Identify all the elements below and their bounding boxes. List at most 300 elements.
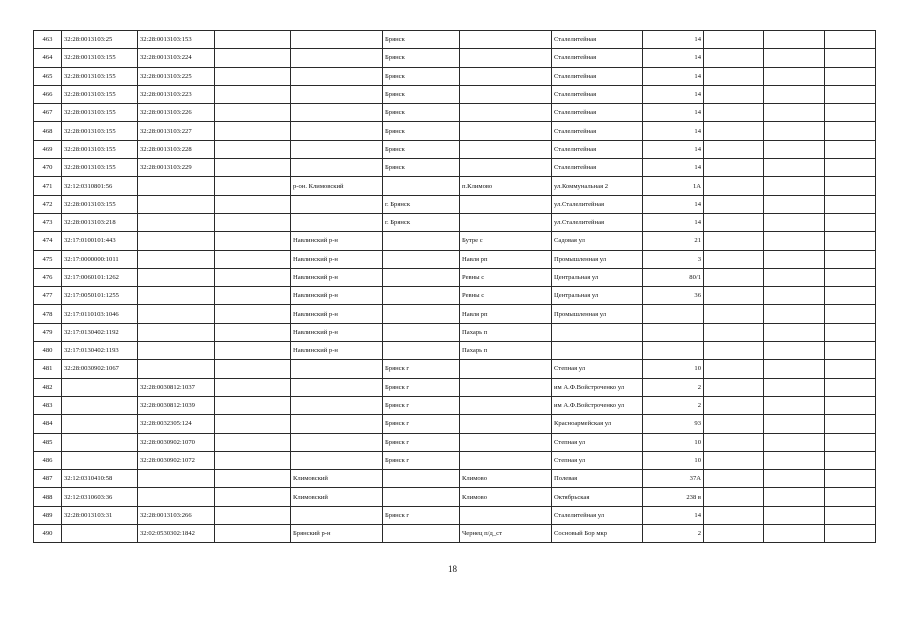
row-number-cell: 484 xyxy=(34,415,62,433)
empty-cell xyxy=(764,195,825,213)
house-number-cell: 14 xyxy=(643,31,704,49)
district-cell xyxy=(291,506,383,524)
row-number-cell: 467 xyxy=(34,104,62,122)
city-cell: Брянск г xyxy=(383,378,460,396)
empty-cell xyxy=(704,268,764,286)
empty-cell xyxy=(764,287,825,305)
district-cell xyxy=(291,378,383,396)
street-cell: Садовая ул xyxy=(552,232,643,250)
street-cell: Степная ул xyxy=(552,433,643,451)
city-cell: Брянск xyxy=(383,85,460,103)
empty-cell xyxy=(704,250,764,268)
settlement-cell xyxy=(460,31,552,49)
empty-cell xyxy=(704,451,764,469)
city-cell: Брянск xyxy=(383,67,460,85)
cadastral-number-cell: 32:28:0013103:155 xyxy=(62,195,138,213)
district-cell: Навлинский р-н xyxy=(291,305,383,323)
district-cell xyxy=(291,451,383,469)
empty-cell xyxy=(764,177,825,195)
street-cell: ул.Сталелитейная xyxy=(552,195,643,213)
settlement-cell xyxy=(460,104,552,122)
empty-cell xyxy=(704,67,764,85)
cadastral-number-2-cell xyxy=(138,305,215,323)
settlement-cell: Навля рп xyxy=(460,250,552,268)
row-number-cell: 481 xyxy=(34,360,62,378)
empty-cell xyxy=(704,195,764,213)
house-number-cell: 14 xyxy=(643,506,704,524)
row-number-cell: 478 xyxy=(34,305,62,323)
city-cell: г. Брянск xyxy=(383,195,460,213)
settlement-cell xyxy=(460,85,552,103)
row-number-cell: 477 xyxy=(34,287,62,305)
empty-cell xyxy=(764,451,825,469)
street-cell: Сталелитейная xyxy=(552,159,643,177)
district-cell: Навлинский р-н xyxy=(291,323,383,341)
city-cell: Брянск xyxy=(383,140,460,158)
cadastral-number-2-cell: 32:28:0032305:124 xyxy=(138,415,215,433)
cadastral-number-2-cell xyxy=(138,232,215,250)
empty-cell xyxy=(825,250,876,268)
cadastral-number-2-cell xyxy=(138,268,215,286)
city-cell: Брянск г xyxy=(383,396,460,414)
city-cell xyxy=(383,323,460,341)
row-number-cell: 479 xyxy=(34,323,62,341)
empty-cell xyxy=(704,232,764,250)
row-number-cell: 487 xyxy=(34,470,62,488)
empty-cell xyxy=(704,85,764,103)
cadastral-number-2-cell xyxy=(138,250,215,268)
street-cell: ул.Сталелитейная xyxy=(552,213,643,231)
settlement-cell: п.Климово xyxy=(460,177,552,195)
street-cell: ул.Коммунальная 2 xyxy=(552,177,643,195)
district-cell: Навлинский р-н xyxy=(291,268,383,286)
table-row xyxy=(34,378,876,396)
row-number-cell: 469 xyxy=(34,140,62,158)
settlement-cell xyxy=(460,49,552,67)
empty-cell xyxy=(215,49,291,67)
empty-cell xyxy=(215,360,291,378)
cadastral-number-2-cell: 32:28:0030812:1039 xyxy=(138,396,215,414)
empty-cell xyxy=(764,396,825,414)
district-cell: Навлинский р-н xyxy=(291,250,383,268)
table-row xyxy=(34,195,876,213)
cadastral-number-cell xyxy=(62,378,138,396)
cadastral-number-cell: 32:28:0013103:155 xyxy=(62,104,138,122)
cadastral-number-cell: 32:12:0310410:58 xyxy=(62,470,138,488)
street-cell: Красноармейская ул xyxy=(552,415,643,433)
settlement-cell: Навля рп xyxy=(460,305,552,323)
house-number-cell: 93 xyxy=(643,415,704,433)
empty-cell xyxy=(215,67,291,85)
cadastral-number-2-cell: 32:28:0013103:225 xyxy=(138,67,215,85)
empty-cell xyxy=(704,122,764,140)
house-number-cell xyxy=(643,342,704,360)
empty-cell xyxy=(825,451,876,469)
empty-cell xyxy=(764,415,825,433)
cadastral-number-cell: 32:28:0013103:155 xyxy=(62,122,138,140)
empty-cell xyxy=(215,104,291,122)
settlement-cell xyxy=(460,140,552,158)
cadastral-number-cell: 32:28:0013103:218 xyxy=(62,213,138,231)
settlement-cell xyxy=(460,122,552,140)
street-cell: Сталелитейная xyxy=(552,31,643,49)
empty-cell xyxy=(704,433,764,451)
cadastral-number-cell: 32:28:0013103:155 xyxy=(62,49,138,67)
cadastral-number-2-cell xyxy=(138,177,215,195)
row-number-cell: 466 xyxy=(34,85,62,103)
table-row xyxy=(34,488,876,506)
cadastral-number-cell: 32:17:0130402:1193 xyxy=(62,342,138,360)
cadastral-number-cell: 32:12:0310603:36 xyxy=(62,488,138,506)
table-row xyxy=(34,305,876,323)
house-number-cell xyxy=(643,305,704,323)
city-cell xyxy=(383,268,460,286)
row-number-cell: 465 xyxy=(34,67,62,85)
city-cell xyxy=(383,177,460,195)
street-cell: Центральная ул xyxy=(552,287,643,305)
district-cell xyxy=(291,49,383,67)
cadastral-number-cell: 32:28:0013103:155 xyxy=(62,67,138,85)
cadastral-number-cell: 32:28:0013103:155 xyxy=(62,159,138,177)
table-row xyxy=(34,287,876,305)
empty-cell xyxy=(825,323,876,341)
city-cell xyxy=(383,525,460,543)
settlement-cell xyxy=(460,159,552,177)
empty-cell xyxy=(704,396,764,414)
city-cell xyxy=(383,232,460,250)
row-number-cell: 488 xyxy=(34,488,62,506)
cadastral-number-2-cell: 32:28:0013103:228 xyxy=(138,140,215,158)
house-number-cell: 14 xyxy=(643,49,704,67)
empty-cell xyxy=(704,323,764,341)
house-number-cell: 36 xyxy=(643,287,704,305)
table-row xyxy=(34,140,876,158)
row-number-cell: 464 xyxy=(34,49,62,67)
empty-cell xyxy=(215,140,291,158)
district-cell: Климовский xyxy=(291,470,383,488)
district-cell xyxy=(291,213,383,231)
house-number-cell: 14 xyxy=(643,85,704,103)
district-cell xyxy=(291,122,383,140)
table-row xyxy=(34,470,876,488)
district-cell: Климовский xyxy=(291,488,383,506)
empty-cell xyxy=(764,104,825,122)
cadastral-number-2-cell: 32:28:0013103:223 xyxy=(138,85,215,103)
row-number-cell: 485 xyxy=(34,433,62,451)
empty-cell xyxy=(825,159,876,177)
row-number-cell: 480 xyxy=(34,342,62,360)
empty-cell xyxy=(825,396,876,414)
empty-cell xyxy=(215,232,291,250)
house-number-cell: 2 xyxy=(643,378,704,396)
empty-cell xyxy=(764,232,825,250)
empty-cell xyxy=(215,470,291,488)
district-cell: Навлинский р-н xyxy=(291,232,383,250)
empty-cell xyxy=(704,104,764,122)
city-cell: Брянск xyxy=(383,31,460,49)
empty-cell xyxy=(704,177,764,195)
empty-cell xyxy=(825,104,876,122)
row-number-cell: 470 xyxy=(34,159,62,177)
district-cell xyxy=(291,360,383,378)
empty-cell xyxy=(215,287,291,305)
cadastral-number-2-cell: 32:28:0013103:226 xyxy=(138,104,215,122)
table-row xyxy=(34,104,876,122)
cadastral-number-cell: 32:12:0310801:56 xyxy=(62,177,138,195)
row-number-cell: 474 xyxy=(34,232,62,250)
house-number-cell: 14 xyxy=(643,67,704,85)
house-number-cell xyxy=(643,323,704,341)
table-body xyxy=(34,31,876,543)
cadastral-number-cell: 32:28:0013103:25 xyxy=(62,31,138,49)
empty-cell xyxy=(825,378,876,396)
empty-cell xyxy=(215,323,291,341)
empty-cell xyxy=(764,67,825,85)
table-row xyxy=(34,396,876,414)
empty-cell xyxy=(215,451,291,469)
street-cell: Сосновый Бор мкр xyxy=(552,525,643,543)
city-cell: Брянск xyxy=(383,104,460,122)
house-number-cell: 14 xyxy=(643,122,704,140)
empty-cell xyxy=(704,378,764,396)
empty-cell xyxy=(825,85,876,103)
city-cell xyxy=(383,470,460,488)
empty-cell xyxy=(215,305,291,323)
empty-cell xyxy=(704,287,764,305)
street-cell xyxy=(552,323,643,341)
cadastral-number-2-cell: 32:02:0530302:1842 xyxy=(138,525,215,543)
house-number-cell: 10 xyxy=(643,360,704,378)
empty-cell xyxy=(825,31,876,49)
empty-cell xyxy=(215,506,291,524)
cadastral-number-2-cell xyxy=(138,488,215,506)
empty-cell xyxy=(825,287,876,305)
table-row xyxy=(34,159,876,177)
empty-cell xyxy=(825,67,876,85)
table-row xyxy=(34,323,876,341)
empty-cell xyxy=(825,506,876,524)
empty-cell xyxy=(704,525,764,543)
house-number-cell: 14 xyxy=(643,104,704,122)
settlement-cell xyxy=(460,360,552,378)
cadastral-number-cell: 32:28:0013103:155 xyxy=(62,140,138,158)
empty-cell xyxy=(764,250,825,268)
row-number-cell: 486 xyxy=(34,451,62,469)
empty-cell xyxy=(704,360,764,378)
cadastral-number-2-cell: 32:28:0013103:227 xyxy=(138,122,215,140)
empty-cell xyxy=(764,122,825,140)
street-cell: Сталелитейная ул xyxy=(552,506,643,524)
cadastral-number-2-cell: 32:28:0013103:229 xyxy=(138,159,215,177)
row-number-cell: 472 xyxy=(34,195,62,213)
row-number-cell: 482 xyxy=(34,378,62,396)
empty-cell xyxy=(215,525,291,543)
empty-cell xyxy=(764,323,825,341)
empty-cell xyxy=(825,360,876,378)
district-cell xyxy=(291,415,383,433)
city-cell: Брянск xyxy=(383,49,460,67)
empty-cell xyxy=(825,488,876,506)
city-cell xyxy=(383,287,460,305)
house-number-cell: 2 xyxy=(643,525,704,543)
cadastral-number-2-cell: 32:28:0030902:1072 xyxy=(138,451,215,469)
cadastral-number-cell: 32:17:0100101:443 xyxy=(62,232,138,250)
district-cell xyxy=(291,140,383,158)
cadastral-number-cell xyxy=(62,525,138,543)
city-cell xyxy=(383,488,460,506)
house-number-cell: 2 xyxy=(643,396,704,414)
table-row xyxy=(34,31,876,49)
street-cell: им А.Ф.Войстроченко ул xyxy=(552,378,643,396)
empty-cell xyxy=(704,31,764,49)
city-cell: Брянск г xyxy=(383,415,460,433)
table-row xyxy=(34,268,876,286)
settlement-cell xyxy=(460,396,552,414)
empty-cell xyxy=(704,305,764,323)
empty-cell xyxy=(764,433,825,451)
page-number: 18 xyxy=(448,564,457,574)
house-number-cell: 14 xyxy=(643,159,704,177)
empty-cell xyxy=(704,470,764,488)
street-cell: Степная ул xyxy=(552,451,643,469)
settlement-cell: Чернец п/д_ст xyxy=(460,525,552,543)
empty-cell xyxy=(764,268,825,286)
cadastral-number-cell: 32:28:0013103:155 xyxy=(62,85,138,103)
cadastral-number-cell: 32:28:0030902:1067 xyxy=(62,360,138,378)
empty-cell xyxy=(215,268,291,286)
row-number-cell: 490 xyxy=(34,525,62,543)
city-cell: Брянск г xyxy=(383,451,460,469)
cadastral-number-cell xyxy=(62,433,138,451)
empty-cell xyxy=(704,506,764,524)
street-cell: Степная ул xyxy=(552,360,643,378)
row-number-cell: 468 xyxy=(34,122,62,140)
row-number-cell: 471 xyxy=(34,177,62,195)
cadastral-number-2-cell xyxy=(138,195,215,213)
cadastral-number-cell xyxy=(62,451,138,469)
empty-cell xyxy=(825,525,876,543)
district-cell: Навлинский р-н xyxy=(291,342,383,360)
empty-cell xyxy=(215,122,291,140)
cadastral-number-2-cell xyxy=(138,323,215,341)
row-number-cell: 473 xyxy=(34,213,62,231)
empty-cell xyxy=(215,488,291,506)
cadastral-number-2-cell: 32:28:0030812:1037 xyxy=(138,378,215,396)
settlement-cell: Ревны с xyxy=(460,287,552,305)
street-cell: им А.Ф.Войстроченко ул xyxy=(552,396,643,414)
empty-cell xyxy=(215,433,291,451)
empty-cell xyxy=(825,213,876,231)
empty-cell xyxy=(825,232,876,250)
settlement-cell xyxy=(460,67,552,85)
empty-cell xyxy=(215,342,291,360)
street-cell: Промышленная ул xyxy=(552,305,643,323)
house-number-cell: 238 в xyxy=(643,488,704,506)
row-number-cell: 489 xyxy=(34,506,62,524)
empty-cell xyxy=(825,177,876,195)
empty-cell xyxy=(825,415,876,433)
city-cell: Брянск xyxy=(383,122,460,140)
empty-cell xyxy=(764,488,825,506)
district-cell xyxy=(291,195,383,213)
empty-cell xyxy=(764,49,825,67)
table-row xyxy=(34,451,876,469)
table-row xyxy=(34,342,876,360)
settlement-cell xyxy=(460,213,552,231)
empty-cell xyxy=(825,49,876,67)
table-row xyxy=(34,360,876,378)
empty-cell xyxy=(215,159,291,177)
row-number-cell: 475 xyxy=(34,250,62,268)
empty-cell xyxy=(704,342,764,360)
table-row xyxy=(34,250,876,268)
city-cell: Брянск г xyxy=(383,360,460,378)
empty-cell xyxy=(215,213,291,231)
empty-cell xyxy=(215,195,291,213)
empty-cell xyxy=(215,415,291,433)
empty-cell xyxy=(215,250,291,268)
table-row xyxy=(34,525,876,543)
street-cell: Промышленная ул xyxy=(552,250,643,268)
house-number-cell: 14 xyxy=(643,195,704,213)
table-row xyxy=(34,49,876,67)
street-cell: Центральная ул xyxy=(552,268,643,286)
empty-cell xyxy=(764,305,825,323)
empty-cell xyxy=(764,470,825,488)
table-row xyxy=(34,433,876,451)
settlement-cell: Климово xyxy=(460,488,552,506)
property-registry-table xyxy=(33,30,876,543)
district-cell: Навлинский р-н xyxy=(291,287,383,305)
street-cell: Полевая xyxy=(552,470,643,488)
empty-cell xyxy=(825,470,876,488)
settlement-cell: Климово xyxy=(460,470,552,488)
cadastral-number-2-cell: 32:28:0013103:266 xyxy=(138,506,215,524)
empty-cell xyxy=(764,31,825,49)
district-cell: р-он. Климовский xyxy=(291,177,383,195)
empty-cell xyxy=(764,140,825,158)
street-cell: Октябрьская xyxy=(552,488,643,506)
empty-cell xyxy=(215,85,291,103)
cadastral-number-cell xyxy=(62,396,138,414)
cadastral-number-2-cell xyxy=(138,287,215,305)
house-number-cell: 21 xyxy=(643,232,704,250)
empty-cell xyxy=(825,140,876,158)
cadastral-number-cell: 32:17:0130402:1192 xyxy=(62,323,138,341)
street-cell: Сталелитейная xyxy=(552,122,643,140)
table-row xyxy=(34,177,876,195)
cadastral-number-cell: 32:17:0050101:1255 xyxy=(62,287,138,305)
district-cell xyxy=(291,433,383,451)
empty-cell xyxy=(704,140,764,158)
settlement-cell xyxy=(460,415,552,433)
empty-cell xyxy=(825,195,876,213)
district-cell: Брянский р-н xyxy=(291,525,383,543)
house-number-cell: 80/1 xyxy=(643,268,704,286)
cadastral-number-2-cell: 32:28:0013103:224 xyxy=(138,49,215,67)
settlement-cell: Бутре с xyxy=(460,232,552,250)
empty-cell xyxy=(825,268,876,286)
table-row xyxy=(34,213,876,231)
cadastral-number-2-cell: 32:28:0030902:1070 xyxy=(138,433,215,451)
cadastral-number-cell xyxy=(62,415,138,433)
empty-cell xyxy=(215,396,291,414)
empty-cell xyxy=(764,213,825,231)
house-number-cell: 10 xyxy=(643,451,704,469)
settlement-cell xyxy=(460,433,552,451)
empty-cell xyxy=(704,49,764,67)
settlement-cell: Пахарь п xyxy=(460,342,552,360)
